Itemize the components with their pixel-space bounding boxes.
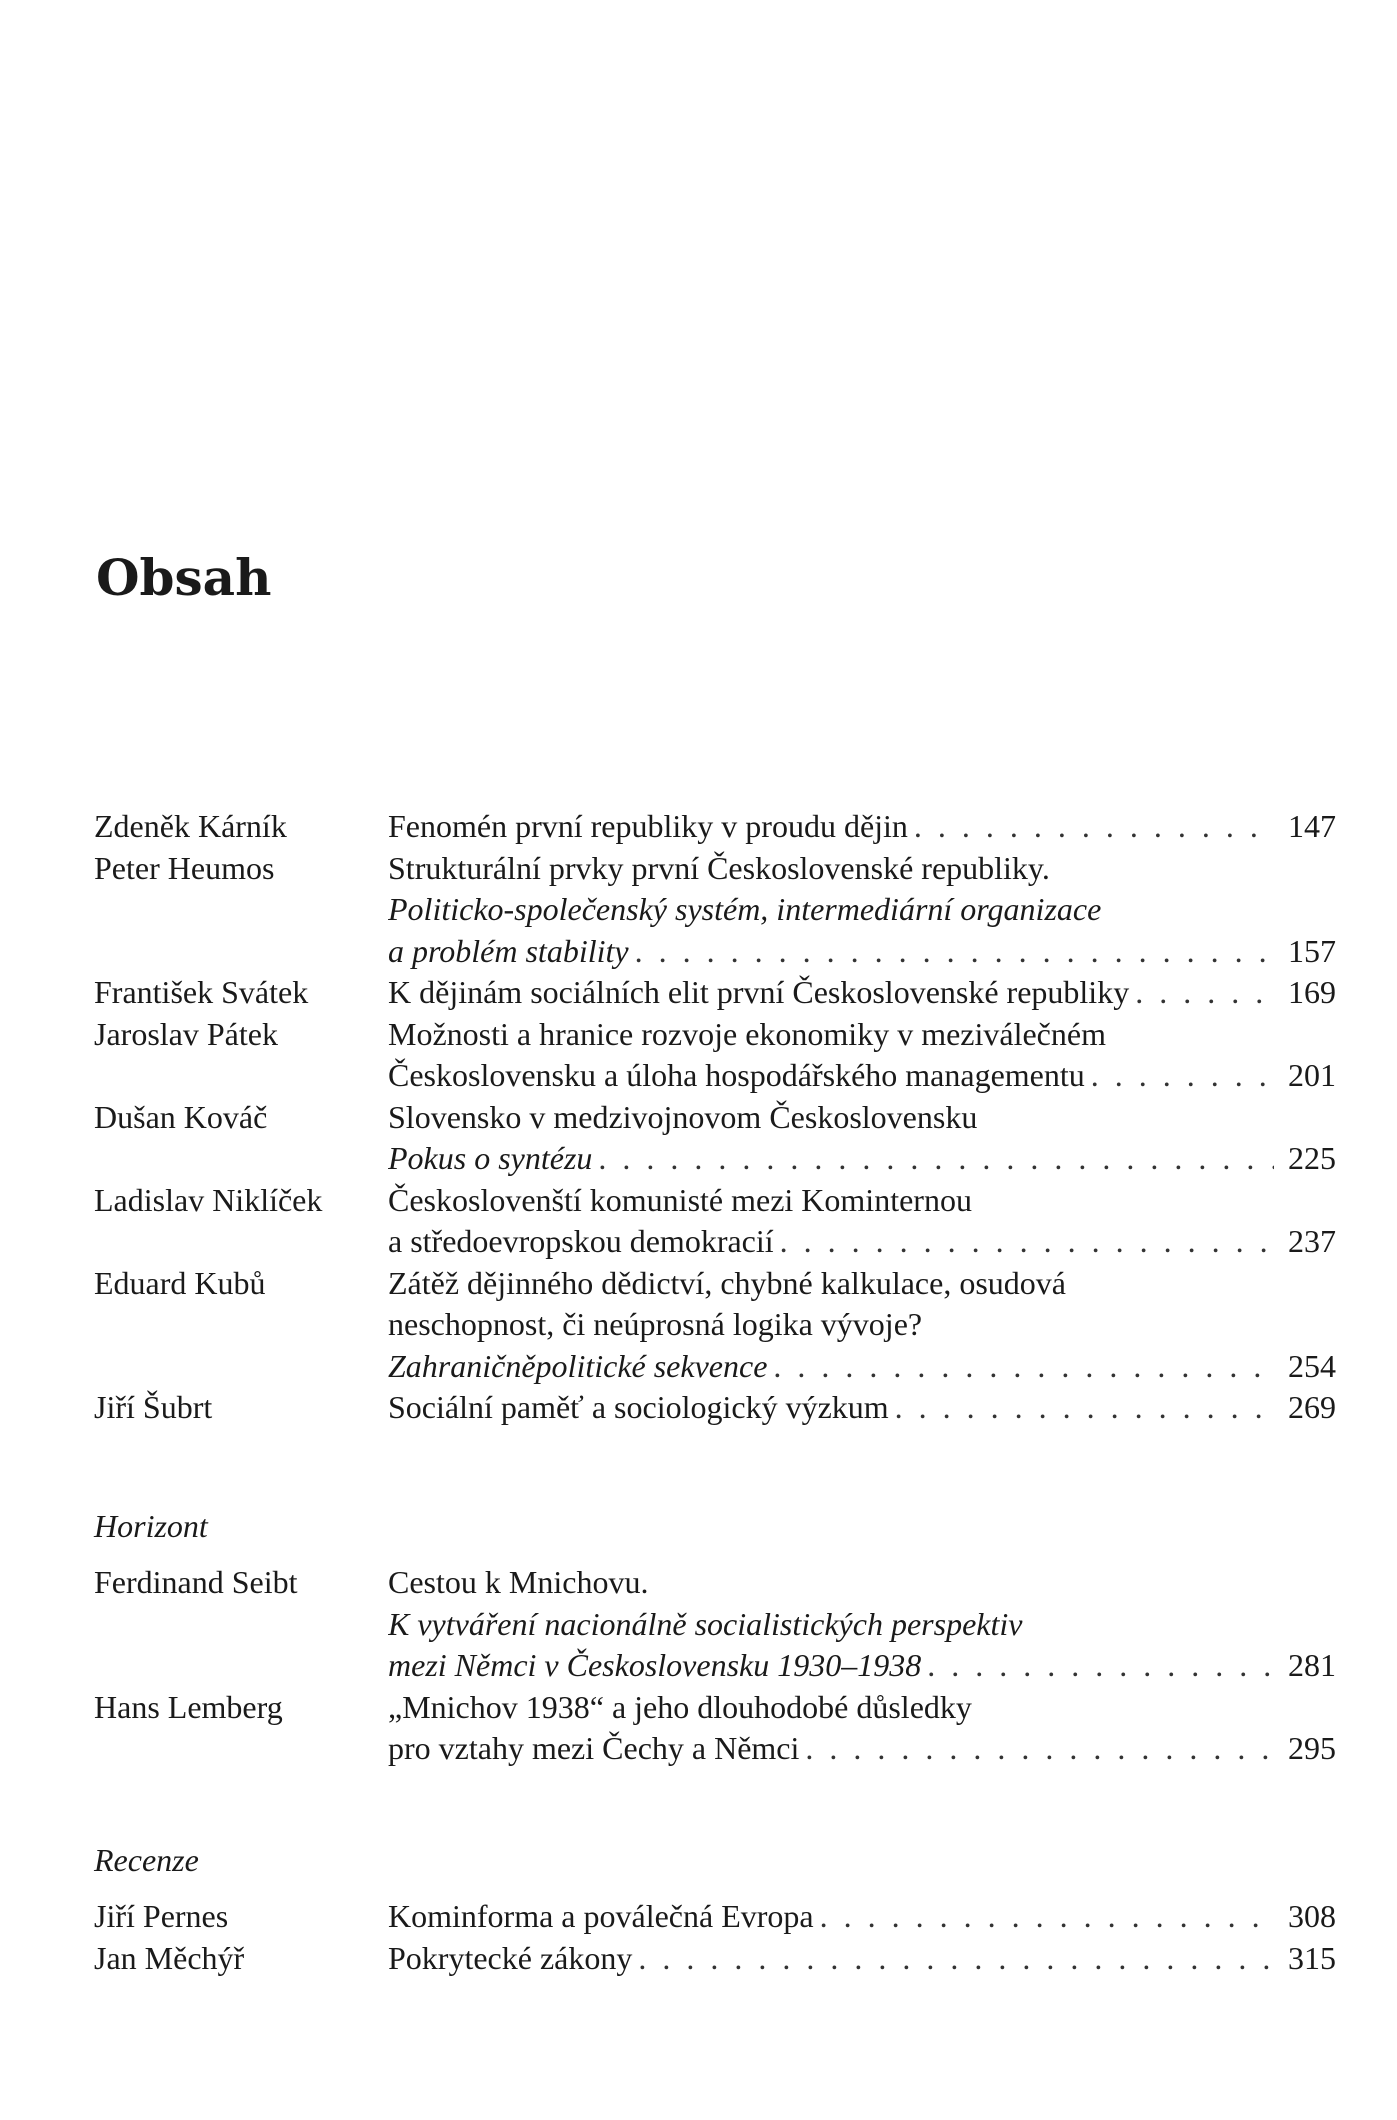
entry-title-line: [388, 1097, 1336, 1139]
entry-title-text: pro vztahy mezi Čechy a Němci: [388, 1730, 800, 1766]
dot-leader: [773, 1346, 1274, 1388]
entry-title-lines: [388, 1387, 1336, 1429]
entry-author: Ferdinand Seibt: [94, 1564, 298, 1600]
section-label: Horizont: [94, 1508, 208, 1544]
entry-title-line: [388, 1728, 1336, 1770]
page-number: 295: [1288, 1730, 1336, 1766]
entry-title-text: Českoslovenští komunisté mezi Kominternou: [388, 1181, 972, 1218]
entry-title-lines: [388, 1938, 1336, 1980]
page-number: 237: [1288, 1223, 1336, 1259]
entry-title-line: [388, 1387, 1336, 1429]
entry-title-text: Kominforma a poválečná Evropa: [388, 1898, 814, 1934]
entry-title-line: [388, 1014, 1336, 1056]
page-number: 269: [1288, 1389, 1336, 1425]
entry-title-line: [388, 1346, 1336, 1388]
entry-author: Hans Lemberg: [94, 1688, 283, 1725]
entry-title-text: K dějinám sociálních elit první Československé republiky: [388, 974, 1130, 1010]
entry-title-line: [388, 1562, 1336, 1604]
entry-title-text: Pokus o syntézu: [388, 1140, 593, 1176]
dot-leader: [635, 931, 1274, 973]
dot-leader: [820, 1896, 1274, 1938]
dot-leader: [1135, 972, 1274, 1014]
entry-title-text: a problém stability: [388, 932, 629, 969]
entry-title-text: Cestou k Mnichovu.: [388, 1564, 649, 1600]
dot-leader: [805, 1728, 1274, 1770]
entry-author: Jan Měchýř: [94, 1939, 245, 1976]
entry-title-text: mezi Němci v Československu 1930–1938: [388, 1647, 922, 1683]
entry-title-line: [388, 1645, 1336, 1687]
entry-title-line: [388, 1263, 1336, 1305]
entry-title-text: Strukturální prvky první Československé republiky.: [388, 849, 1050, 886]
entry-title-line: [388, 848, 1336, 890]
entry-author: Ladislav Niklíček: [94, 1181, 323, 1218]
entry-title-line: [388, 1687, 1336, 1729]
entry-title-lines: [388, 1896, 1336, 1938]
page-number: 281: [1288, 1647, 1336, 1683]
entry-title-lines: [388, 1263, 1336, 1388]
entry-author: Peter Heumos: [94, 849, 275, 886]
entry-title-lines: [388, 1097, 1336, 1180]
entry-title-line: [388, 1604, 1336, 1646]
entry-title-text: Sociální paměť a sociologický výzkum: [388, 1389, 889, 1425]
page-number: 157: [1288, 932, 1336, 969]
entry-title-line: [388, 1938, 1336, 1980]
page-number: 225: [1288, 1140, 1336, 1176]
section-label: Recenze: [94, 1842, 199, 1878]
entry-title-line: [388, 1138, 1336, 1180]
entry-title-line: [388, 1055, 1336, 1097]
dot-leader: [895, 1387, 1274, 1429]
entry-title-line: [388, 1896, 1336, 1938]
entry-author: František Svátek: [94, 974, 309, 1010]
entry-title-text: Fenomén první republiky v proudu dějin: [388, 808, 908, 844]
entry-title-line: [388, 1180, 1336, 1222]
entry-title-text: Československu a úloha hospodářského managementu: [388, 1057, 1085, 1093]
entry-title-text: a středoevropskou demokracií: [388, 1223, 774, 1259]
entry-title-line: [388, 1221, 1336, 1263]
entry-title-text: Zátěž dějinného dědictví, chybné kalkulace, osudová: [388, 1264, 1066, 1301]
dot-leader: [914, 806, 1274, 848]
dot-leader: [638, 1938, 1274, 1980]
page-number: 315: [1288, 1939, 1336, 1976]
entry-title-text: Politicko-společenský systém, intermediární organizace: [388, 891, 1102, 927]
entry-title-line: [388, 931, 1336, 973]
page-number: 308: [1288, 1898, 1336, 1934]
entry-title-text: „Mnichov 1938“ a jeho dlouhodobé důsledky: [388, 1688, 972, 1725]
entry-title-text: neschopnost, či neúprosná logika vývoje?: [388, 1306, 923, 1342]
entry-title-line: [388, 806, 1336, 848]
entry-title-lines: [388, 806, 1336, 848]
entry-title-lines: [388, 848, 1336, 973]
dot-leader: [927, 1645, 1274, 1687]
entry-title-line: [388, 972, 1336, 1014]
entry-author: Jiří Pernes: [94, 1898, 229, 1934]
entry-title-text: Možnosti a hranice rozvoje ekonomiky v meziválečném: [388, 1015, 1106, 1052]
entry-title-text: K vytváření nacionálně socialistických perspektiv: [388, 1605, 1023, 1642]
dot-leader: [1091, 1055, 1274, 1097]
entry-author: Jaroslav Pátek: [94, 1015, 278, 1052]
page-title: Obsah: [96, 548, 272, 607]
page-number: 254: [1288, 1347, 1336, 1384]
entry-author: Eduard Kubů: [94, 1264, 266, 1301]
entry-author: Zdeněk Kárník: [94, 808, 287, 844]
entry-title-lines: [388, 1562, 1336, 1687]
dot-leader: [780, 1221, 1274, 1263]
entry-title-text: Zahraničněpolitické sekvence: [388, 1347, 768, 1384]
entry-title-text: Pokrytecké zákony: [388, 1939, 633, 1976]
entry-title-lines: [388, 1014, 1336, 1097]
page-number: 147: [1288, 808, 1336, 844]
entry-title-text: Slovensko v medzivojnovom Československu: [388, 1098, 978, 1135]
entry-title-lines: [388, 1180, 1336, 1263]
entry-author: Dušan Kováč: [94, 1098, 268, 1135]
page-number: 169: [1288, 974, 1336, 1010]
entry-title-line: [388, 1304, 1336, 1346]
entry-title-lines: [388, 1687, 1336, 1770]
page-number: 201: [1288, 1057, 1336, 1093]
entry-title-line: [388, 889, 1336, 931]
entry-title-lines: [388, 972, 1336, 1014]
entry-author: Jiří Šubrt: [94, 1389, 213, 1425]
dot-leader: [598, 1138, 1274, 1180]
